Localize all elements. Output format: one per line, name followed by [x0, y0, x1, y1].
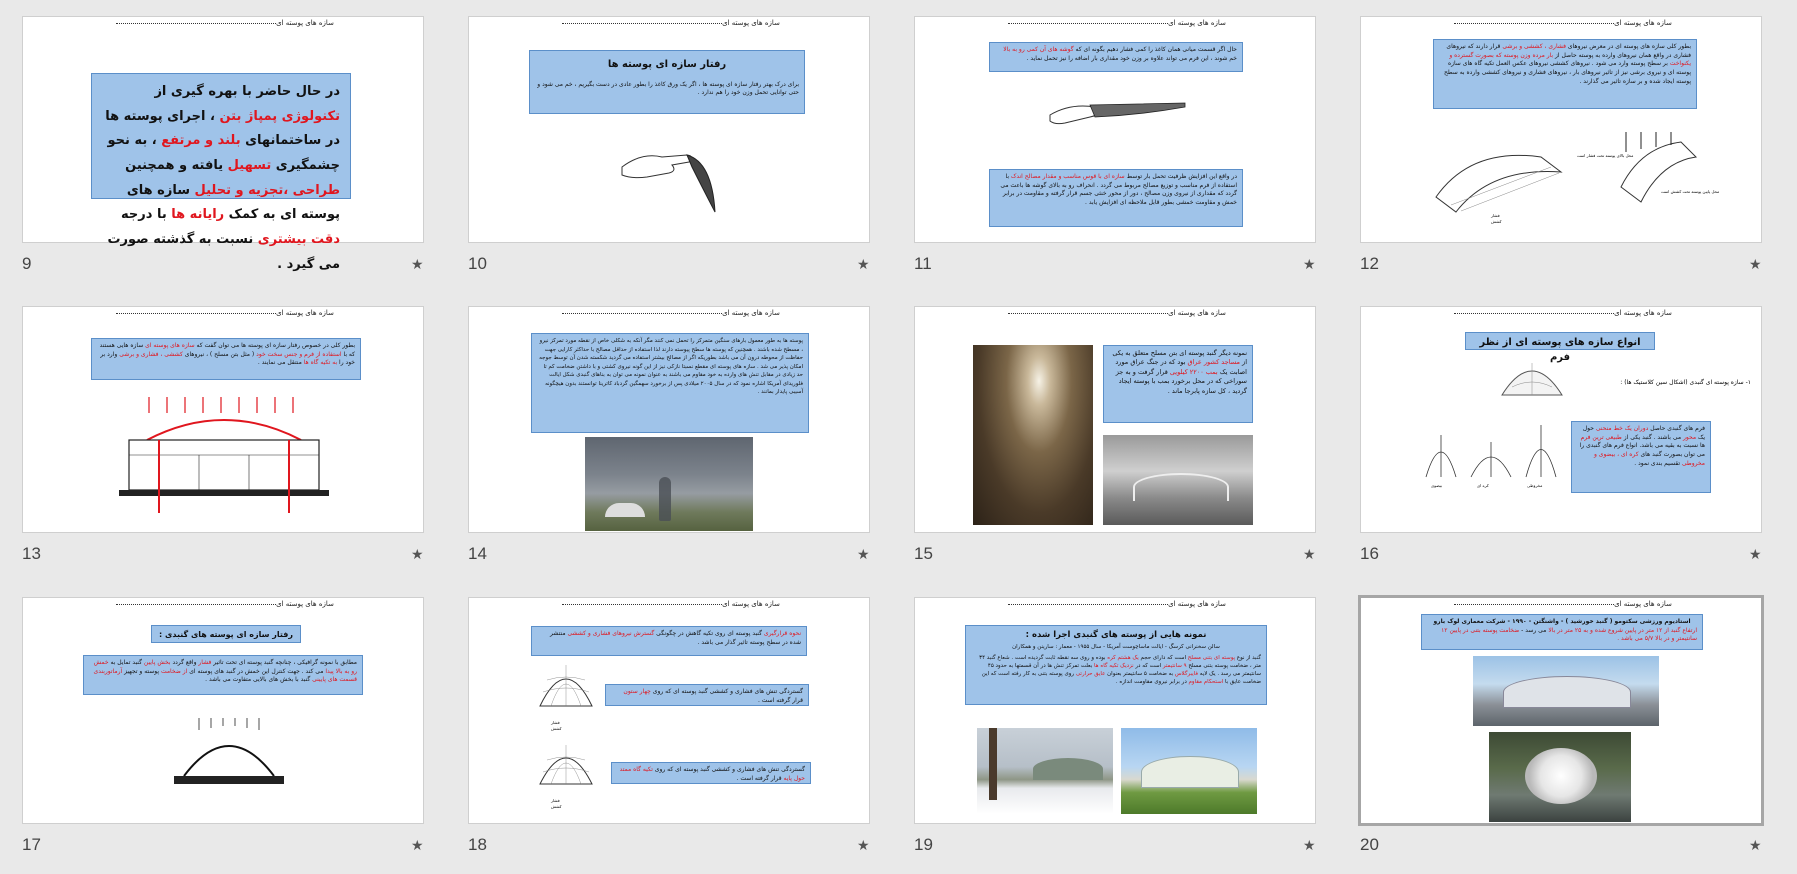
hand-paper-illustration [617, 137, 727, 217]
slide-number: 17 [22, 835, 41, 854]
hand-curved-paper-illustration [1045, 93, 1195, 153]
slide-number: 13 [22, 544, 41, 563]
slide-header: سازه های پوسته ای [469, 309, 869, 317]
slide-body-box-top: نحوه قرارگیری گنبد پوسته ای روی تکیه گاهش در چگونگی گسترش نیروهای فشاری و کششی منتشر شده در سطح پوسته تاثیر گذار می باشد . [531, 626, 807, 656]
dome-type-label: مخروطی [1527, 483, 1543, 488]
slide-body-box-top: حال اگر قسمت میانی همان کاغذ را کمی فشار دهیم بگونه ای که گوشه های آن کمی رو به بالا خم شوند ، این فرم می تواند علاوه بر وزن خود مقداری بار اضافه را نیز تحمل نماید . [989, 42, 1243, 72]
slide-number: 14 [468, 544, 487, 563]
slide-body-box: رفتار سازه ای پوسته ها برای درک بهتر رفتار سازه ای پوسته ها ، اگر یک ورق کاغذ را بطور عادی در دست بگیریم ، خم می شود و حتی توانایی تحمل وزن خود را هم ندارد . [529, 50, 805, 114]
slide-body-box: مطابق با نمونه گرافیکی ، چنانچه گنبد پوسته ای تحت تاثیر فشار واقع گردد بخش پایین گنبد تمایل به خمش رو به بالا پیدا می کند . جهت کنترل این خمش در گنبد های پوسته ای از ضخامت پوسته و تجهیز آرماتوربندی قسمت های پایینی گنبد با بخش های بالایی متفاوت می باشد . [83, 655, 363, 695]
slide-number: 10 [468, 254, 487, 273]
star-icon[interactable]: ★ [1303, 257, 1316, 273]
star-icon[interactable]: ★ [857, 838, 870, 854]
diagram-label: محل پایین پوسته تحت کشش است [1661, 189, 1720, 194]
slide-header: سازه های پوسته ای [23, 19, 423, 27]
dome-building-section-diagram [119, 395, 329, 515]
star-icon[interactable]: ★ [1749, 257, 1762, 273]
star-icon[interactable]: ★ [1749, 838, 1762, 854]
shell-vault-force-diagram [1431, 127, 1701, 227]
slide-thumbnail-12[interactable] [1360, 16, 1762, 243]
slide-subtitle: ۱- سازه پوسته ای گنبدی (اشکال سین کلاستیک ها) : [1620, 379, 1751, 386]
slide-header: سازه های پوسته ای [23, 600, 423, 608]
tacoma-dome-photo [1473, 656, 1659, 726]
diagram-legend: فشار کشش [1491, 213, 1502, 225]
slide-header: سازه های پوسته ای [915, 309, 1315, 317]
dome-continuous-support-diagram [535, 742, 597, 796]
slide-body-box: بطور کلی در خصوص رفتار سازه ای پوسته ها می توان گفت که سازه های پوسته ای سازه هایی هستند که با استفاده از فرم و جنس سخت خود ( مثل بتن مسلح ) ، نیروهای کششی ، فشاری و برشی وارد بر خود را به تکیه گاه ها منتقل می نمایند . [91, 338, 361, 380]
slide-header: سازه های پوسته ای [915, 600, 1315, 608]
slide-body-box: پوسته ها به طور معمول بارهای سنگین متمرکز را تحمل نمی کنند مگر آنکه به شکلی خاص از نقطه مورد تمرکز نیرو ، مسطح شده باشند . همچنین که پوسته ها سطح پیوسته دارند لذا استفاده از حداقل مصالح با حداکثر کارایی جهت حفاظت از محوطه درون آن می باشد بطوریکه اگر از مصالح بیشتر استفاده می گردید شکسته شدن آن توسط جوجه امکان پذیر می شد . سازه های پوسته ای مقطع نسبتا نازکی نیز از این گونه نیروی کشتی و با داشتن ضخامت کم تا حد زیادی در مقابل تنش های وارده به خود مقاوم می باشند به عنوان نمونه می توان به بناهای گنبدی شکل ایالت فلوریدای آمریکا اشاره نمود که در سال ۲۰۰۵ میلادی پس از برخورد سهمگین گردباد کاترینا توانستند بدون هیچگونه آسیبی پایدار بمانند . [531, 333, 809, 433]
slide-body-box: در حال حاضر با بهره گیری از تکنولوژی پمپاژ بتن ، اجرای پوسته ها در ساختمانهای بلند و مرتفع ، به نحو چشمگیری تسهیل یافته و همچنین طراحی ،تجزیه و تحلیل سازه های پوسته ای به کمک رایانه ها با درجه دقت بیشتری نسبت به گذشته صورت می گیرد . [91, 73, 351, 199]
diagram-label: محل بالای پوسته تحت فشار است [1577, 153, 1634, 158]
slide-number: 11 [914, 254, 932, 273]
slide-number: 12 [1360, 254, 1379, 273]
slide-number: 19 [914, 835, 933, 854]
slide-header: سازه های پوسته ای [1361, 600, 1761, 608]
star-icon[interactable]: ★ [857, 547, 870, 563]
slide-number: 15 [914, 544, 933, 563]
tornado-photo [585, 437, 753, 531]
damaged-dome-photo [973, 345, 1093, 525]
slide-title-box: رفتار سازه ای پوسته های گنبدی : [151, 625, 301, 643]
star-icon[interactable]: ★ [1749, 547, 1762, 563]
slide-thumbnail-19[interactable] [914, 597, 1316, 824]
shell-building-photo [1103, 435, 1253, 525]
dome-load-diagram [169, 716, 289, 796]
slide-body-box: نمونه هایی از پوسته های گنبدی اجرا شده : سالن سخنرانی کرسگ - ایالت ماساچوست آمریکا - سال ۱۹۵۵ - معمار : سارینن و همکاران گنبد از نوع پوسته ای بتنی مسلح است که دارای حجم یک هشتم کره بوده و روی سه نقطه ثابت گردیده است . شعاع گنبد ۳۴ متر ، ضخامت پوسته بتنی مسلح ۹ سانتیمتر است که در نزدیک تکیه گاه ها بعلت تمرکز تنش ها در آن قسمتها به حدود ۴۵ سانتیمتر می رسد . یک لایه فایبرگلاس به ضخامت ۵ سانتیمتر بعنوان عایق حرارتی روی پوسته بتنی به کار رفته است که این ضخامت عایق با استحکام مقاوم در برابر نیروی مقاومت اندازه . [965, 625, 1267, 705]
star-icon[interactable]: ★ [857, 257, 870, 273]
slide-thumbnail-10[interactable] [468, 16, 870, 243]
slide-thumbnail-17[interactable] [22, 597, 424, 824]
slide-title-box: انواع سازه های پوسته ای از نظر فرم [1465, 332, 1655, 350]
slide-header: سازه های پوسته ای [1361, 309, 1761, 317]
slide-number: 20 [1360, 835, 1379, 854]
slide-body-box: فرم های گنبدی حاصل دوران یک خط منحنی حول یک محور می باشند . گنبد یکی از طبیعی ترین فرم ها نسبت به بقیه می باشد. انواع فرم های گنبدی را می توان بصورت گنبد های کره ای ، بیضوی و مخروطی تقسیم بندی نمود . [1571, 421, 1711, 493]
slide-header: سازه های پوسته ای [915, 19, 1315, 27]
slide-number: 16 [1360, 544, 1379, 563]
slide-body-box: استادیوم ورزشی سکتومو ( گنبد خورشید ) - واشنگتن - ۱۹۹۰ - شرکت معماری لوک بارو ارتفاع گنبد از ۱۲ متر در پایین شروع شده و به ۲۵ متر در بالا می رسد - ضخامت پوسته بتنی در پایین ۱۲ سانتیمتر و در بالا ۵/۷ می باشد . [1421, 614, 1703, 650]
slide-thumbnail-18[interactable] [468, 597, 870, 824]
slide-body-box-middle: گستردگی تنش های فشاری و کششی گنبد پوسته ای که روی چهار ستون قرار گرفته است . [605, 684, 809, 706]
slide-header: سازه های پوسته ای [23, 309, 423, 317]
slide-body-box-bottom: در واقع این افزایش ظرفیت تحمل بار توسط سازه ای با قوس مناسب و مقدار مصالح اندک با استفاده از فرم مناسب و توزیع مصالح مربوط می گردد . انحراف رو به بالای گوشه ها باعث می گردد که مقداری از نیروی وزن مصالح ، دور از محور خنثی جسم قرار گرفته و مقاومت در برابر خمش و مقاومت خمشی بطور قابل ملاحظه ای افزایش یابد . [989, 169, 1243, 227]
slide-header: سازه های پوسته ای [1361, 19, 1761, 27]
slide-thumbnail-14[interactable] [468, 306, 870, 533]
slide-header: سازه های پوسته ای [469, 19, 869, 27]
star-icon[interactable]: ★ [411, 547, 424, 563]
slide-header: سازه های پوسته ای [469, 600, 869, 608]
slide-thumbnail-16[interactable] [1360, 306, 1762, 533]
slide-body-box: نمونه دیگر گنبد پوسته ای بتن مسلح متعلق به یکی از مساجد کشور عراق بود که در جنگ عراق مورد اصابت یک بمب ۲۲۰۰ کیلویی قرار گرفت و به جز سوراخی که در محل برخورد بمب با پوسته ایجاد گردید ، کل سازه پابرجا ماند . [1103, 345, 1253, 423]
kresge-auditorium-summer-photo [1121, 728, 1257, 814]
diagram-legend: فشار کشش [551, 720, 562, 731]
slide-thumbnail-9[interactable] [22, 16, 424, 272]
slide-thumbnail-11[interactable] [914, 16, 1316, 243]
slide-thumbnail-20[interactable] [1358, 595, 1764, 826]
kresge-auditorium-winter-photo [977, 728, 1113, 814]
slide-body-box: بطور کلی سازه های پوسته ای در معرض نیروهای فشاری ، کششی و برشی قرار دارند که نیروهای فشاری در واقع همان نیروهای وارده به پوسته حاصل از بار مرده وزن پوسته که بصورت گسترده و یکنواخت بر سطح پوسته وارد می شود . نیروهای کششی نیروهای عکس العمل تکیه گاه های سازه پوسته ای و نیروی برشی نیز از تاثیر نیروهای بار ، نیروهای فشاری و نیروهای کششی وارده به سطح پوسته ایجاد شده و بر سازه تاثیر می گذارند . [1433, 39, 1697, 109]
slide-number: 9 [22, 254, 32, 273]
dome-type-label: بیضوی [1431, 483, 1442, 488]
diagram-legend: فشار کشش [551, 798, 562, 809]
slide-body-box-bottom: گستردگی تنش های فشاری و کششی گنبد پوسته ای که روی تکیه گاه ممتد حول پایه قرار گرفته است . [611, 762, 811, 784]
star-icon[interactable]: ★ [411, 257, 424, 273]
tacoma-dome-aerial-photo [1489, 732, 1631, 822]
star-icon[interactable]: ★ [411, 838, 424, 854]
dome-type-label: کره ای [1477, 483, 1489, 488]
star-icon[interactable]: ★ [1303, 838, 1316, 854]
star-icon[interactable]: ★ [1303, 547, 1316, 563]
slide-number: 18 [468, 835, 487, 854]
slide-thumbnail-15[interactable] [914, 306, 1316, 533]
dome-on-columns-diagram [535, 662, 597, 718]
slide-thumbnail-13[interactable] [22, 306, 424, 533]
